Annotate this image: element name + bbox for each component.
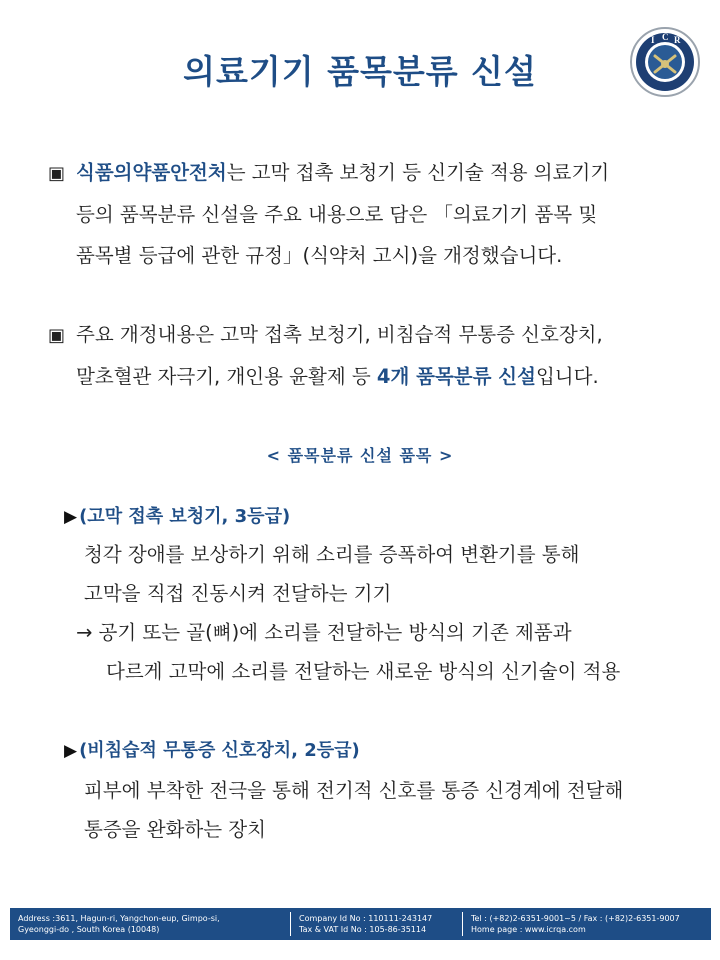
tel-fax: Tel : (+82)2-6351-9001~5 / Fax : (+82)2-6351-9007: [471, 914, 680, 923]
item-1-line-2: 고막을 직접 진동시켜 전달하는 기기: [84, 582, 392, 605]
square-bullet-icon: ▣: [48, 163, 66, 184]
item-2-title: (비침습적 무통증 신호장치, 2등급): [79, 740, 360, 761]
item-2-line-2: 통증을 완화하는 장치: [84, 818, 266, 841]
agency-name: 식품의약품안전처: [76, 161, 227, 184]
homepage-link[interactable]: Home page : www.icrqa.com: [471, 925, 586, 934]
svg-text:C: C: [662, 32, 669, 42]
footer-contact: [462, 912, 711, 936]
footer-address: [10, 912, 290, 936]
paragraph-1-line-3: 품목별 등급에 관한 규정」(식약처 고시)을 개정했습니다.: [76, 244, 563, 267]
item-1-description: [76, 535, 621, 691]
address-line-1: Address :3611, Hagun-ri, Yangchon-eup, Gimpo-si,: [18, 914, 220, 923]
item-1-line-1: 청각 장애를 보상하기 위해 소리를 증폭하여 변환기를 통해: [84, 543, 580, 566]
paragraph-1: [48, 152, 609, 276]
item-1-line-4: 다르게 고막에 소리를 전달하는 새로운 방식의 신기술이 적용: [106, 660, 621, 683]
section-heading: < 품목분류 신설 품목 >: [266, 446, 454, 465]
footer-company-ids: [290, 912, 462, 936]
svg-text:I: I: [651, 35, 655, 45]
item-heading-hearing-aid: [64, 502, 290, 528]
triangle-bullet-icon: ▶: [64, 741, 78, 761]
paragraph-2: [48, 314, 603, 397]
svg-text:R: R: [674, 35, 681, 45]
item-1-line-3: → 공기 또는 골(뼈)에 소리를 전달하는 방식의 기존 제품과: [76, 621, 572, 644]
item-2-line-1: 피부에 부착한 전극을 통해 전기적 신호를 통증 신경계에 전달해: [84, 779, 624, 802]
tax-id: Tax & VAT Id No : 105-86-35114: [299, 925, 427, 934]
paragraph-2-line-2-end: 입니다.: [535, 365, 599, 388]
icr-logo-icon: [629, 26, 701, 98]
company-id: Company Id No : 110111-243147: [299, 914, 433, 923]
item-heading-pain-device: [64, 736, 360, 762]
footer-bar: [10, 908, 711, 940]
new-classification-count: 4개 품목분류 신설: [376, 365, 536, 388]
address-line-2: Gyeonggi-do , South Korea (10048): [18, 925, 160, 934]
paragraph-2-line-2: 말초혈관 자극기, 개인용 윤활제 등: [76, 365, 377, 388]
page-title: 의료기기 품목분류 신설: [183, 52, 537, 91]
square-bullet-icon: ▣: [48, 325, 66, 346]
paragraph-1-line-1: 는 고막 접촉 보청기 등 신기술 적용 의료기기: [226, 161, 610, 184]
triangle-bullet-icon: ▶: [64, 507, 78, 527]
paragraph-1-line-2: 등의 품목분류 신설을 주요 내용으로 담은 「의료기기 품목 및: [76, 203, 598, 226]
item-1-title: (고막 접촉 보청기, 3등급): [79, 506, 291, 527]
item-2-description: [84, 771, 623, 849]
paragraph-2-line-1: 주요 개정내용은 고막 접촉 보청기, 비침습적 무통증 신호장치,: [76, 323, 603, 346]
